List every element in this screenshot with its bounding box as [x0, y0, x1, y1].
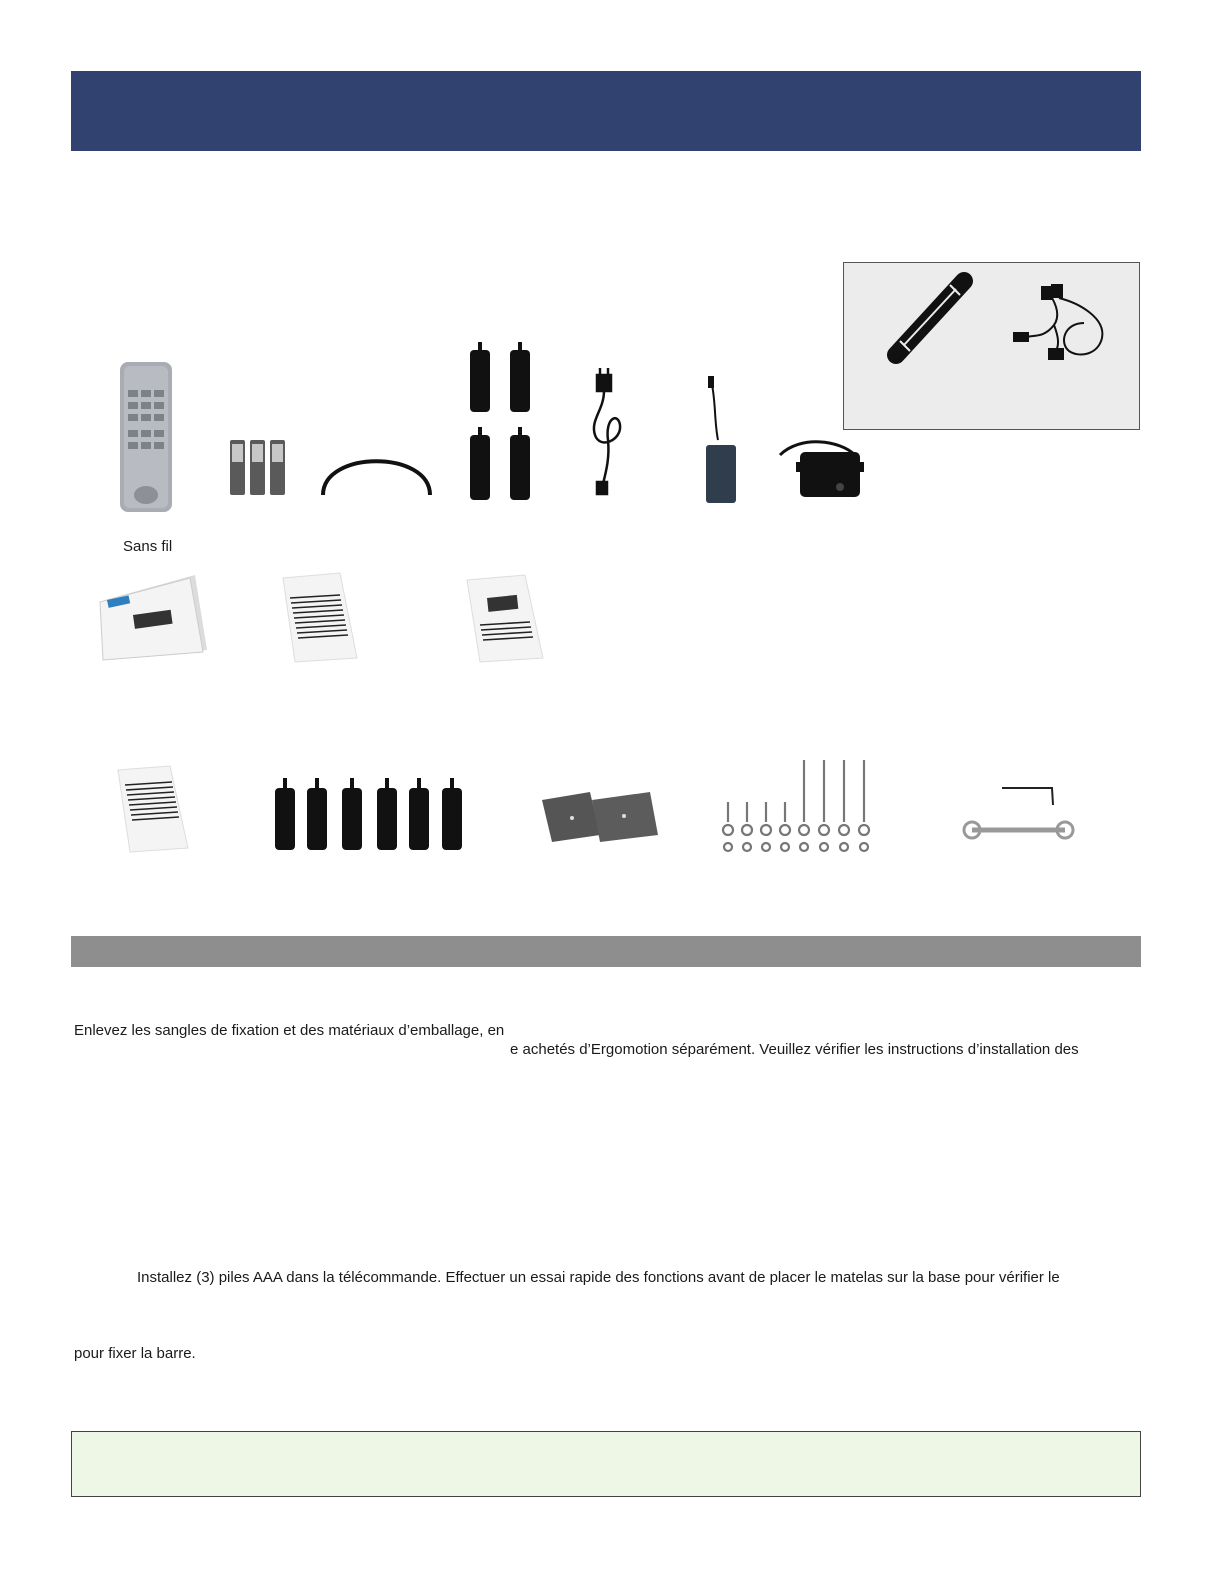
retainer-bar-image	[323, 461, 430, 495]
tools-image	[964, 788, 1073, 838]
instruction-line-2: e achetés d’Ergomotion séparément. Veuillez vérifier les instructions d’installation des	[510, 1041, 1079, 1058]
quick-guide-image	[467, 575, 543, 662]
control-box-image	[780, 442, 864, 497]
section-divider-bar	[71, 936, 1141, 967]
instruction-sheet-image	[118, 766, 188, 852]
remote-control-image	[120, 362, 172, 512]
note-box	[71, 1431, 1141, 1497]
legs-image	[470, 342, 530, 500]
power-supply-image	[706, 376, 736, 503]
extra-legs-image	[275, 778, 462, 850]
warranty-sheet-image	[283, 573, 357, 662]
batteries-image	[230, 440, 285, 495]
user-manual-image	[100, 575, 207, 660]
documents-row	[95, 570, 565, 670]
instruction-line-1: Enlevez les sangles de fixation et des matériaux d’emballage, en	[74, 1022, 505, 1039]
bolts-nuts-image	[723, 760, 869, 851]
instruction-line-3: Installez (3) piles AAA dans la télécommande. Effectuer un essai rapide des fonctions avant de placer le matelas sur la base pour vérifier le	[137, 1269, 1060, 1286]
power-cord-image	[594, 368, 620, 494]
y-cable-image	[1014, 285, 1102, 359]
brackets-image	[542, 792, 658, 842]
instruction-line-4: pour fixer la barre.	[74, 1345, 196, 1362]
main-components-row	[100, 340, 900, 520]
header-banner	[71, 71, 1141, 151]
hardware-row	[110, 750, 1090, 860]
remote-caption: Sans fil	[123, 538, 173, 555]
retainer-bar-image	[896, 281, 964, 355]
